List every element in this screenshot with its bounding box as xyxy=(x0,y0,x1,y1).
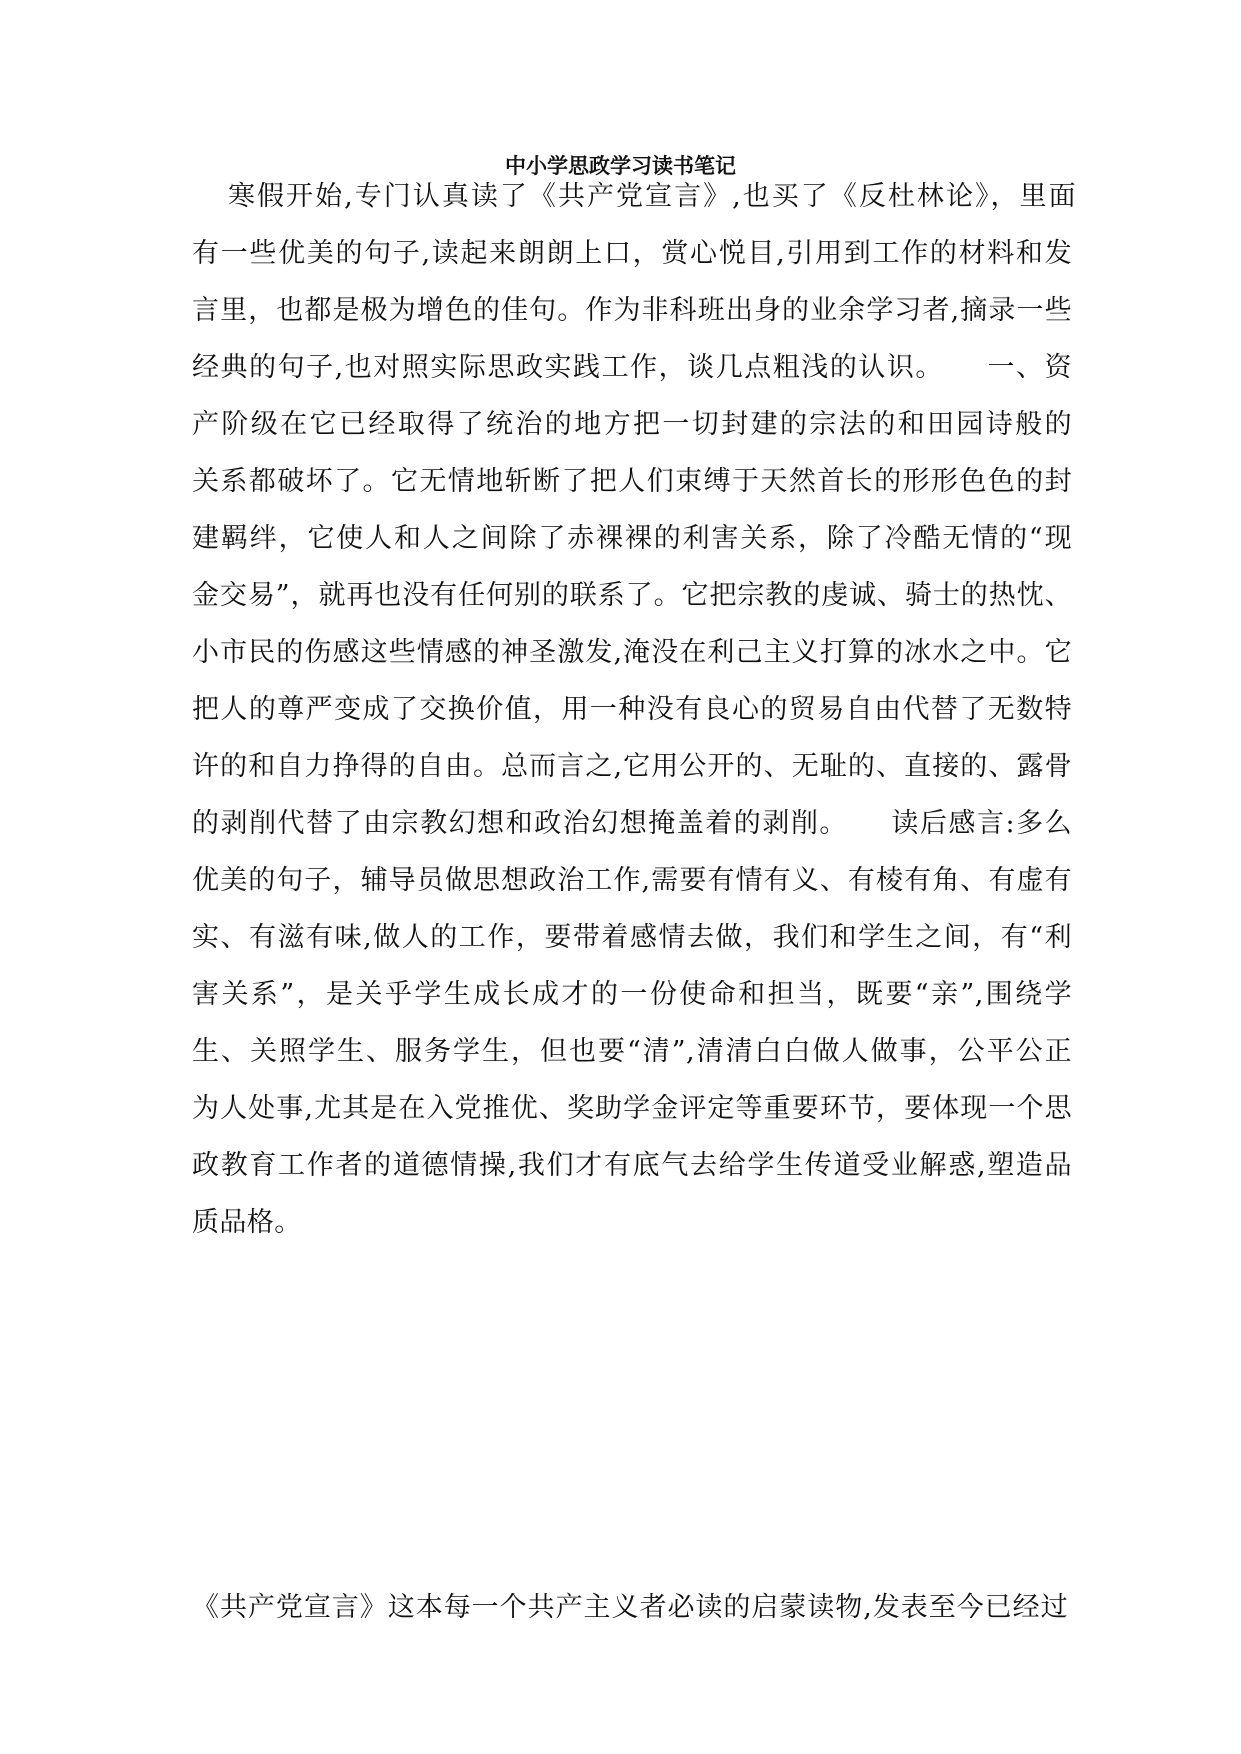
paragraph-line: 生、关照学生、服务学生，但也要“清”,清清白白做人做事，公平公正 xyxy=(192,1036,1072,1067)
paragraph-line: 的剥削代替了由宗教幻想和政治幻想掩盖着的剥削。 读后感言:多么 xyxy=(192,808,1072,839)
continuation-line: 《共产党宣言》这本每一个共产主义者必读的启蒙读物,发表至今已经过 xyxy=(192,1592,1068,1623)
paragraph-line: 许的和自力挣得的自由。总而言之,它用公开的、无耻的、直接的、露骨 xyxy=(192,751,1072,782)
paragraph-line: 优美的句子，辅导员做思想政治工作,需要有情有义、有棱有角、有虚有 xyxy=(192,865,1072,896)
paragraph-line: 经典的句子,也对照实际思政实践工作，谈几点粗浅的认识。 一、资 xyxy=(192,352,1072,383)
paragraph-line: 寒假开始,专门认真读了《共产党宣言》,也买了《反杜林论》，里面 xyxy=(228,181,1076,212)
paragraph-line: 小市民的伤感这些情感的神圣激发,淹没在利己主义打算的冰水之中。它 xyxy=(192,637,1072,668)
paragraph-line: 把人的尊严变成了交换价值，用一种没有良心的贸易自由代替了无数特 xyxy=(192,694,1072,725)
paragraph-line: 言里，也都是极为增色的佳句。作为非科班出身的业余学习者,摘录一些 xyxy=(192,295,1072,326)
paragraph-line: 建羁绊，它使人和人之间除了赤裸裸的利害关系，除了冷酷无情的“现 xyxy=(192,523,1072,554)
paragraph-line: 产阶级在它已经取得了统治的地方把一切封建的宗法的和田园诗般的 xyxy=(192,409,1072,440)
paragraph-line: 为人处事,尤其是在入党推优、奖助学金评定等重要环节，要体现一个思 xyxy=(192,1093,1072,1124)
paragraph-line: 质品格。 xyxy=(192,1207,302,1238)
paragraph-line: 政教育工作者的道德情操,我们才有底气去给学生传道受业解惑,塑造品 xyxy=(192,1150,1072,1181)
paragraph-line: 金交易”，就再也没有任何别的联系了。它把宗教的虔诚、骑士的热忱、 xyxy=(192,580,1072,611)
paragraph-line: 关系都破坏了。它无情地斩断了把人们束缚于天然首长的形形色色的封 xyxy=(192,466,1072,497)
paragraph-line: 有一些优美的句子,读起来朗朗上口，赏心悦目,引用到工作的材料和发 xyxy=(192,238,1072,269)
paragraph-line: 害关系”，是关乎学生成长成才的一份使命和担当，既要“亲”,围绕学 xyxy=(192,979,1072,1010)
document-title: 中小学思政学习读书笔记 xyxy=(505,154,736,178)
paragraph-line: 实、有滋有味,做人的工作，要带着感情去做，我们和学生之间，有“利 xyxy=(192,922,1072,953)
